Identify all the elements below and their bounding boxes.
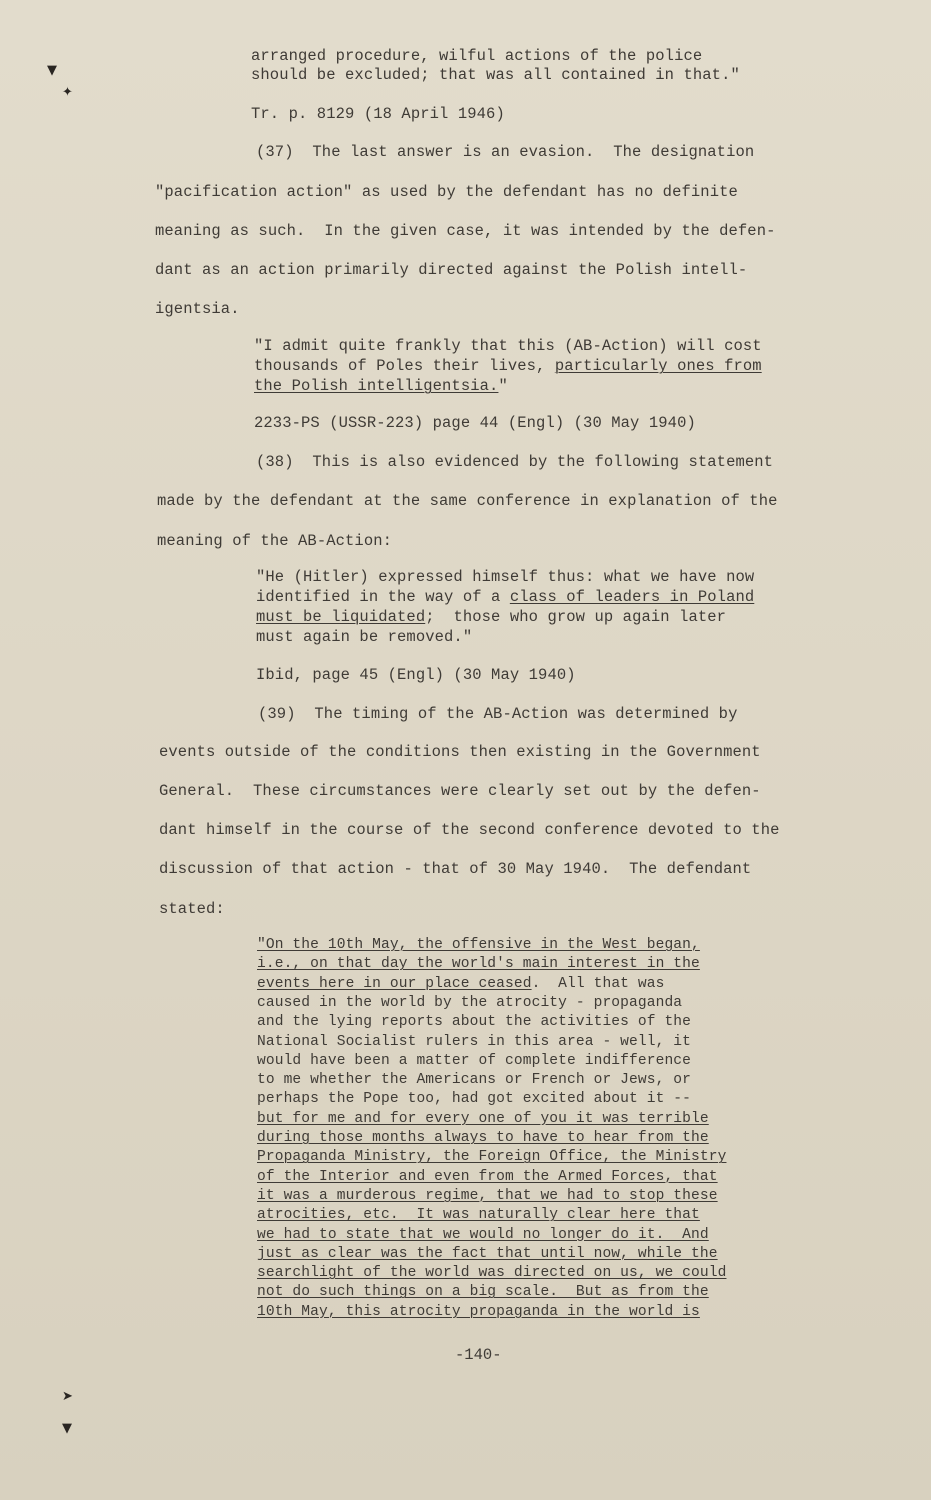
quote-line	[254, 357, 762, 375]
quote-text: and the lying reports about the activities of the	[257, 1014, 692, 1031]
paragraph-39-line: discussion of that action - that of 30 May 1940. The defendant	[159, 860, 752, 878]
citation-line: 2233-PS (USSR-223) page 44 (Engl) (30 May 1940)	[254, 414, 696, 432]
quote-line: "I admit quite frankly that this (AB-Action) will cost	[254, 337, 762, 355]
quote-text: caused in the world by the atrocity - propaganda	[257, 994, 683, 1011]
underlined-text: of the Interior and even from the Armed Forces, that	[257, 1168, 718, 1185]
paragraph-37-line: igentsia.	[155, 300, 240, 318]
underlined-text: must be liquidated	[256, 608, 426, 626]
punch-mark-bottom-2: ▼	[62, 1421, 72, 1436]
underlined-text: it was a murderous regime, that we had to stop these	[257, 1187, 718, 1204]
long-quote-line	[257, 1071, 691, 1090]
quote-line	[256, 608, 726, 626]
text-line: arranged procedure, wilful actions of the police	[251, 47, 703, 65]
paragraph-39-line: stated:	[159, 900, 225, 918]
long-quote-line	[257, 1110, 709, 1129]
long-quote-line	[257, 1090, 691, 1109]
underlined-text: class of leaders in Poland	[509, 588, 755, 606]
quote-text: to me whether the Americans or French or Jews, or	[257, 1072, 692, 1089]
long-quote-line	[257, 1033, 691, 1052]
quote-text: perhaps the Pope too, had got excited about it --	[257, 1091, 692, 1108]
citation-line: Ibid, page 45 (Engl) (30 May 1940)	[256, 666, 576, 684]
punch-mark-top-2: ✦	[62, 85, 73, 100]
long-quote-line	[257, 1283, 709, 1302]
quote-text: . All that was	[531, 975, 665, 992]
paragraph-39-line: events outside of the conditions then existing in the Government	[159, 743, 761, 761]
paragraph-37-line: (37) The last answer is an evasion. The designation	[256, 143, 755, 161]
paragraph-38-line: meaning of the AB-Action:	[157, 532, 393, 550]
paragraph-39-line: General. These circumstances were clearly set out by the defen-	[159, 782, 761, 800]
paragraph-39-line: dant himself in the course of the second conference devoted to the	[159, 821, 780, 839]
citation-line: Tr. p. 8129 (18 April 1946)	[251, 105, 505, 123]
long-quote-line	[257, 1013, 691, 1032]
quote-line: "He (Hitler) expressed himself thus: what we have now	[256, 568, 755, 586]
underlined-text: not do such things on a big scale. But as from the	[257, 1284, 709, 1301]
long-quote-line	[257, 936, 700, 955]
quote-text: identified in the way of a	[256, 588, 510, 606]
punch-mark-top-1: ▼	[47, 63, 57, 78]
underlined-text: 10th May, this atrocity propaganda in the world is	[257, 1303, 700, 1320]
long-quote-line	[257, 1206, 700, 1225]
underlined-text: we had to state that we would no longer do it. And	[257, 1226, 709, 1243]
long-quote-line	[257, 1245, 718, 1264]
long-quote-line	[257, 994, 682, 1013]
underlined-text: Propaganda Ministry, the Foreign Office, the Ministry	[257, 1149, 727, 1166]
underlined-text: searchlight of the world was directed on us, we could	[257, 1265, 727, 1282]
paragraph-38-line: (38) This is also evidenced by the following statement	[256, 453, 774, 471]
long-quote-line	[257, 1264, 726, 1283]
long-quote-line	[257, 975, 664, 994]
quote-line: must again be removed."	[256, 628, 473, 646]
paragraph-39-line: (39) The timing of the AB-Action was determined by	[258, 705, 738, 723]
long-quote-line	[257, 955, 700, 974]
long-quote-line	[257, 1187, 718, 1206]
quote-line	[254, 377, 508, 395]
underlined-text: particularly ones from	[554, 357, 762, 375]
paragraph-37-line: dant as an action primarily directed against the Polish intell-	[155, 261, 748, 279]
underlined-text: just as clear was the fact that until now, while the	[257, 1245, 718, 1262]
underlined-text: events here in our place ceased	[257, 975, 532, 992]
text-line: should be excluded; that was all contained in that."	[251, 66, 740, 84]
quote-text: "	[498, 377, 508, 395]
quote-text: thousands of Poles their lives,	[254, 357, 555, 375]
underlined-text: but for me and for every one of you it was terrible	[257, 1110, 709, 1127]
long-quote-line	[257, 1168, 718, 1187]
quote-text: ; those who grow up again later	[425, 608, 727, 626]
underlined-text: "On the 10th May, the offensive in the West began,	[257, 937, 700, 953]
underlined-text: i.e., on that day the world's main interest in the	[257, 956, 700, 973]
long-quote-line	[257, 1052, 691, 1071]
page-number: -140-	[455, 1346, 502, 1364]
paragraph-38-line: made by the defendant at the same conference in explanation of the	[157, 492, 778, 510]
paragraph-37-line: meaning as such. In the given case, it was intended by the defen-	[155, 222, 776, 240]
underlined-text: atrocities, etc. It was naturally clear here that	[257, 1207, 700, 1224]
quote-text: National Socialist rulers in this area - well, it	[257, 1033, 692, 1050]
quote-line	[256, 588, 754, 606]
punch-mark-bottom-1: ➤	[62, 1389, 73, 1404]
long-quote-line	[257, 1129, 709, 1148]
paragraph-37-line: "pacification action" as used by the defendant has no definite	[155, 183, 738, 201]
long-quote-line	[257, 1148, 726, 1167]
underlined-text: the Polish intelligentsia.	[254, 377, 499, 395]
long-quote-line	[257, 1303, 700, 1322]
quote-text: would have been a matter of complete indifference	[257, 1052, 692, 1069]
long-quote-line	[257, 1226, 709, 1245]
underlined-text: during those months always to have to hear from the	[257, 1130, 709, 1146]
